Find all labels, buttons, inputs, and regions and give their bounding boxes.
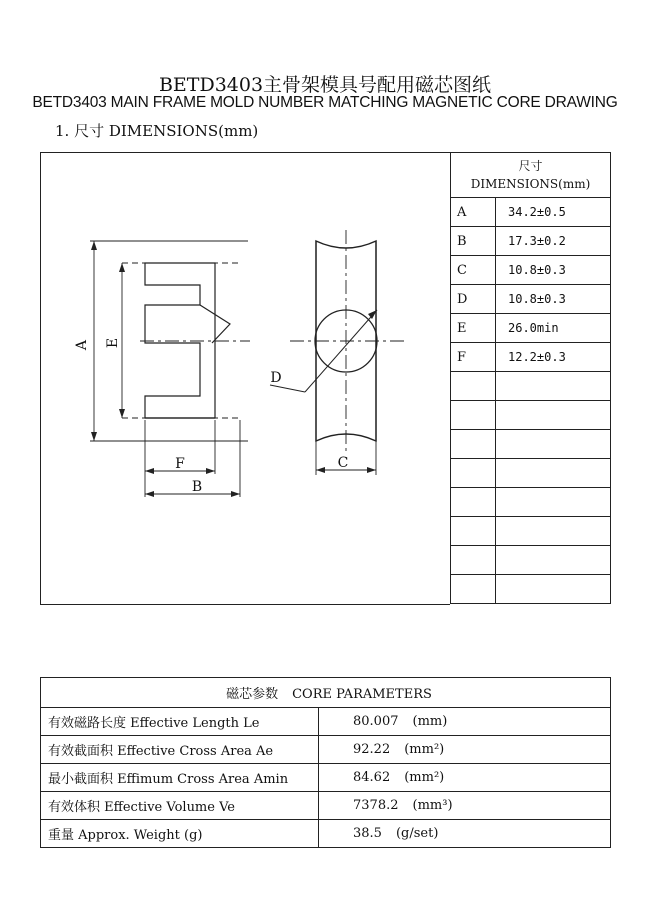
label-f: F xyxy=(175,456,185,472)
param-value-cell xyxy=(319,792,611,820)
empty-row xyxy=(451,430,611,459)
empty-row xyxy=(451,546,611,575)
empty-row xyxy=(451,372,611,401)
param-value-cell xyxy=(319,708,611,736)
param-unit: (mm) xyxy=(412,714,448,729)
dimensions-header xyxy=(451,153,611,198)
param-unit: (mm²) xyxy=(404,770,445,785)
param-value: 92.22 xyxy=(353,742,391,757)
table-row xyxy=(451,343,611,372)
table-row xyxy=(41,736,611,764)
empty-row xyxy=(451,401,611,430)
label-a: A xyxy=(74,339,90,351)
empty-row xyxy=(451,575,611,604)
param-value: 7378.2 xyxy=(353,798,399,813)
label-e: E xyxy=(105,337,121,349)
dimensions-table xyxy=(450,152,611,604)
table-row xyxy=(451,256,611,285)
title-chinese: BETD3403主骨架模具号配用磁芯图纸 xyxy=(158,74,492,96)
dim-value: 10.8±0.3 xyxy=(496,256,611,285)
core-parameters-header-en: CORE PARAMETERS xyxy=(292,687,432,702)
table-row xyxy=(451,285,611,314)
table-row xyxy=(41,764,611,792)
empty-row xyxy=(451,459,611,488)
dimensions-header-cn: 尺寸 xyxy=(518,159,543,173)
param-value: 80.007 xyxy=(353,714,399,729)
empty-row xyxy=(451,517,611,546)
dim-value: 17.3±0.2 xyxy=(496,227,611,256)
param-unit: (mm³) xyxy=(412,798,453,813)
table-row xyxy=(41,820,611,848)
section-heading-dimensions: 1. 尺寸 DIMENSIONS(mm) xyxy=(55,122,259,140)
label-c: C xyxy=(337,455,349,471)
param-value-cell xyxy=(319,764,611,792)
label-d: D xyxy=(270,370,282,386)
table-row xyxy=(451,227,611,256)
param-name: 有效截面积 Effective Cross Area Ae xyxy=(41,736,319,764)
table-row xyxy=(41,792,611,820)
param-value: 38.5 xyxy=(353,826,382,841)
param-value-cell xyxy=(319,736,611,764)
param-value-cell xyxy=(319,820,611,848)
dim-value: 34.2±0.5 xyxy=(496,198,611,227)
param-name: 重量 Approx. Weight (g) xyxy=(41,820,319,848)
table-row xyxy=(41,708,611,736)
dim-letter: C xyxy=(451,256,496,285)
dim-letter: E xyxy=(451,314,496,343)
table-row xyxy=(451,314,611,343)
title-english: BETD3403 MAIN FRAME MOLD NUMBER MATCHING MAGNETIC CORE DRAWING xyxy=(32,94,618,111)
param-unit: (mm²) xyxy=(404,742,445,757)
dim-letter: F xyxy=(451,343,496,372)
e-core-outline xyxy=(145,263,215,418)
dim-value: 12.2±0.3 xyxy=(496,343,611,372)
core-parameters-header xyxy=(41,678,611,708)
param-value: 84.62 xyxy=(353,770,391,785)
param-name: 最小截面积 Effimum Cross Area Amin xyxy=(41,764,319,792)
param-name: 有效体积 Effective Volume Ve xyxy=(41,792,319,820)
dim-letter: A xyxy=(451,198,496,227)
core-parameters-table xyxy=(40,677,611,848)
dim-letter: B xyxy=(451,227,496,256)
empty-row xyxy=(451,488,611,517)
dimensions-header-en: DIMENSIONS(mm) xyxy=(470,177,591,191)
label-b: B xyxy=(191,479,203,495)
table-row xyxy=(451,198,611,227)
dim-value: 26.0min xyxy=(496,314,611,343)
dim-value: 10.8±0.3 xyxy=(496,285,611,314)
dim-letter: D xyxy=(451,285,496,314)
param-name: 有效磁路长度 Effective Length Le xyxy=(41,708,319,736)
param-unit: (g/set) xyxy=(395,826,439,841)
core-parameters-header-cn: 磁芯参数 xyxy=(226,687,279,702)
